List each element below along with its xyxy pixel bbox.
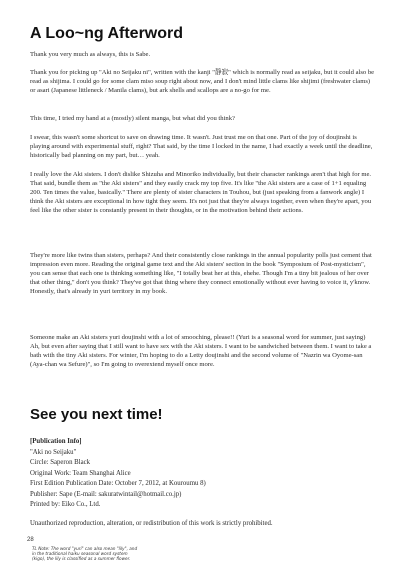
copyright-notice: Unauthorized reproduction, alteration, or redistribution of this work is strictly prohibited.	[30, 520, 273, 527]
publication-info-line: Circle: Saperon Black	[30, 459, 91, 466]
paragraph-greeting: Thank you very much as always, this is Sabe.	[30, 51, 151, 58]
publication-info-line: First Edition Publication Date: October 7, 2012, at Kouroumu 8)	[30, 480, 206, 487]
paragraph-twins: They're more like twins than sisters, perhaps? And their consistently close rankings in the annual popularity polls just cement that impression even more. Reading the original game text and the Aki sisters' section in the book "Symposium of Post-mysticism", you can sense that each one is thinking something like, "I totally beat her at this, ehehe. Though I'm a tiny bit jealous of her over that other thing," don't you think? They've got that thing where they connect emotionally without ever having to voice it, y'know. Honestly, that's already in yuri territory in my book.	[30, 252, 372, 296]
translator-footnote: TL Note: The word "yuri" can also mean "lily", and in the traditional haiku seasonal word system (kigo), the lily is classified as a summer flower.	[32, 546, 138, 561]
publication-info-line: Printed by: Eiko Co., Ltd.	[30, 501, 101, 508]
publication-info-line: "Aki no Seijaku"	[30, 448, 77, 456]
publication-info-heading: [Publication Info]	[30, 438, 82, 445]
publication-info-line: Original Work: Team Shanghai Alice	[30, 469, 131, 477]
paragraph-title-explanation: Thank you for picking up "Aki no Seijaku ni", written with the kanji "静寂" which is normally read as seijaku, but it could also be read as shijima. I could go for some clam miso soup right about now, and I don't mind little clams like shijimi (freshwater clams) or asari (Japanese littleneck / Manila clams), but ark shells and scallops are a no-go for me.	[30, 69, 375, 95]
publication-info	[30, 437, 376, 511]
paragraph-yuri-request: Someone make an Aki sisters yuri doujinshi with a lot of smooching, please!! (Yuri is a seasonal word for summer, just saying) Ah, but even after saying that I still want to have sex with the Aki sisters. I want to be sandwiched between them. I want to take a bath with the tiny Aki sisters. For winter, I'm hoping to do a Letty doujinshi and the second volume of "Nazrin wa Oyome-san (Aya-chan wa Sefure)", so I'm going to overextend myself once more.	[30, 334, 372, 369]
publication-info-line: Publisher: Sape (E-mail: sakuratwintail@hotmail.co.jp)	[30, 490, 182, 498]
paragraph-silent-manga: This time, I tried my hand at a (mostly) silent manga, but what did you think?	[30, 115, 235, 122]
paragraph-drawing-time: I swear, this wasn't some shortcut to save on drawing time. It wasn't. Just trust me on that one. Part of the joy of doujinshi is playing around with experimental stuff, right? That said, by the time I locked in the name, I had exactly a week until the deadline, historically bad planning on my part, but… yeah.	[30, 134, 373, 160]
section-title: See you next time!	[30, 406, 163, 423]
paragraph-aki-sisters: I really love the Aki sisters. I don't dislike Shizuha and Minoriko individually, but their character rankings aren't that high for me. That said, bundle them as "the Aki sisters" and they easily crack my top five. It's like "the Aki sisters are a case of 1+1 equaling 200. Ten times the value, basically." There are plenty of sister characters in Touhou, but (just speaking from a fanwork angle) I think the Aki sisters are exceptional in how tight they seem. It's not just that they're always together, even when they're apart, you feel like the other sister is constantly present in their thoughts, or in the motivation behind their actions.	[30, 171, 372, 215]
afterword-title: A Loo~ng Afterword	[30, 25, 184, 42]
page-number: 28	[27, 537, 34, 543]
